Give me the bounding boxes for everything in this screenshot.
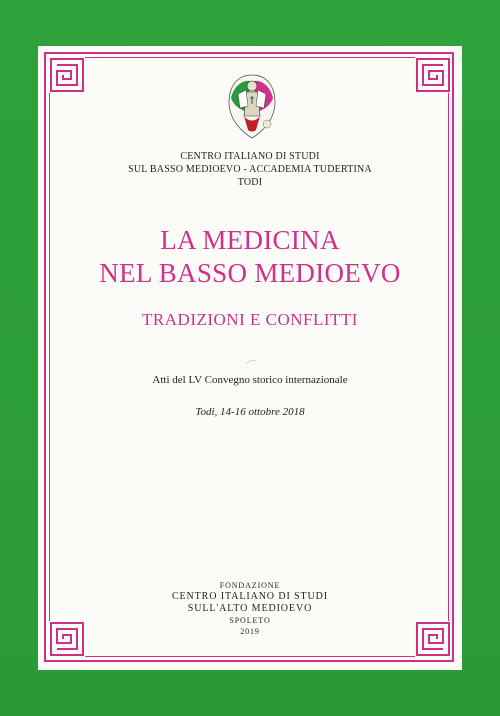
publisher-block (60, 580, 440, 637)
book-subtitle: TRADIZIONI E CONFLITTI (142, 310, 358, 329)
book-title (60, 224, 440, 290)
institution-line-1: CENTRO ITALIANO DI STUDI (180, 151, 320, 162)
title-line-2: NEL BASSO MEDIOEVO (99, 258, 401, 288)
institution-name (60, 150, 440, 189)
publisher-line-3: SULL'ALTO MEDIOEVO (187, 603, 313, 614)
greek-key-corner-icon (49, 57, 85, 93)
publication-year: 2019 (240, 627, 260, 636)
title-line-1: LA MEDICINA (160, 225, 340, 255)
publisher-line-1: FONDAZIONE (219, 581, 281, 590)
institution-line-2: SUL BASSO MEDIOEVO - ACCADEMIA TUDERTINA (128, 164, 372, 175)
institution-seal-icon (226, 72, 278, 140)
paper-speck (244, 353, 258, 361)
institution-line-3: TODI (237, 177, 263, 188)
greek-key-corner-icon (415, 57, 451, 93)
publisher-line-2: CENTRO ITALIANO DI STUDI (171, 591, 329, 602)
conference-date: Todi, 14-16 ottobre 2018 (195, 406, 305, 418)
proceedings-line: Atti del LV Convegno storico internazionale (152, 374, 348, 386)
publisher-city: SPOLETO (229, 616, 271, 625)
